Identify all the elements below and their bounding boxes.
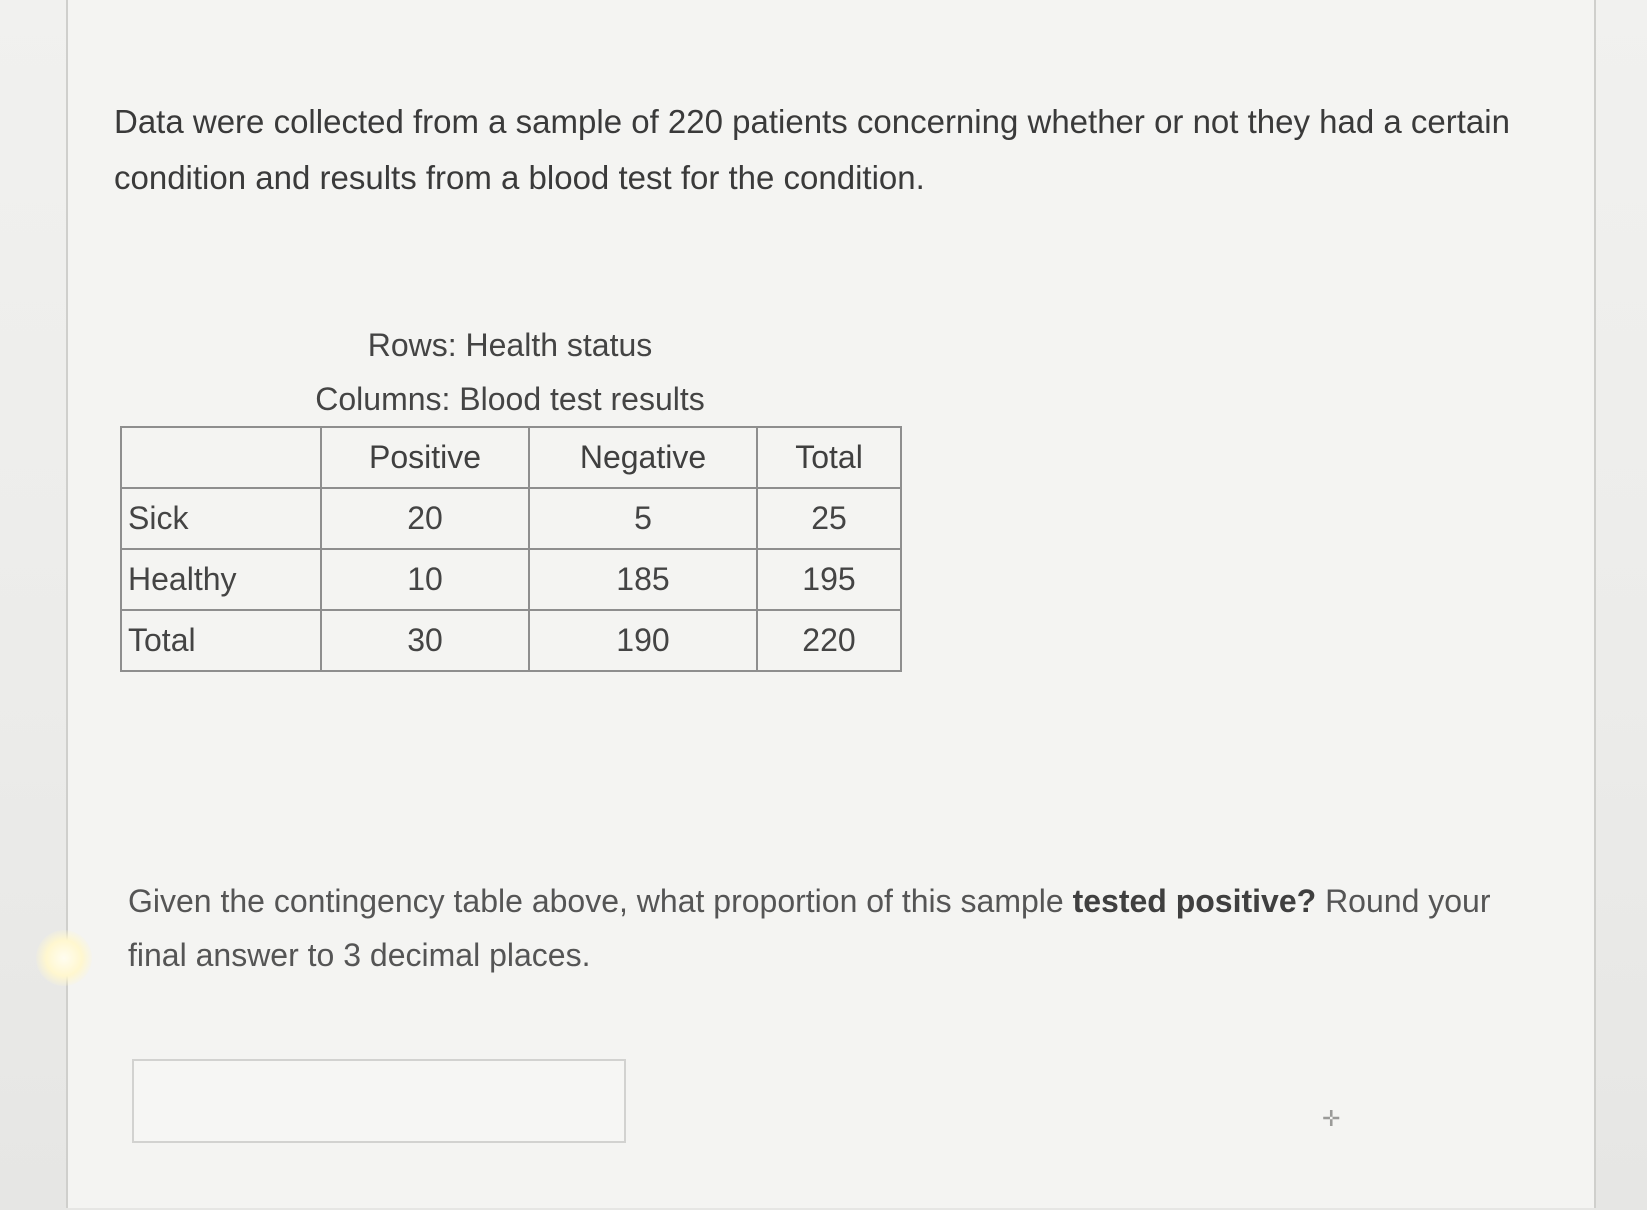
- cell-sick-negative: 5: [529, 488, 757, 549]
- screen-glare: [36, 930, 92, 986]
- mouse-cursor-icon: ✛: [1322, 1106, 1341, 1131]
- question-text-before: Given the contingency table above, what proportion of this sample: [128, 883, 1073, 919]
- question-emphasis: tested positive?: [1072, 883, 1317, 919]
- contingency-table: [120, 426, 902, 672]
- cell-total-negative: 190: [529, 610, 757, 671]
- table-header-total: Total: [757, 427, 901, 488]
- answer-input[interactable]: [132, 1059, 626, 1143]
- row-label-sick: Sick: [121, 488, 321, 549]
- table-header-negative: Negative: [529, 427, 757, 488]
- table-header-corner: [121, 427, 321, 488]
- cell-sick-total: 25: [757, 488, 901, 549]
- table-row: [121, 610, 901, 671]
- cell-healthy-negative: 185: [529, 549, 757, 610]
- table-row: [121, 549, 901, 610]
- question-intro-text: Data were collected from a sample of 220 patients concerning whether or not they had a certain condition and results from a blood test for the condition.: [114, 103, 1510, 196]
- table-header-positive: Positive: [321, 427, 529, 488]
- row-label-healthy: Healthy: [121, 549, 321, 610]
- rows-caption: Rows: Health status: [367, 327, 653, 363]
- cell-total-positive: 30: [321, 610, 529, 671]
- table-captions: [250, 318, 770, 426]
- row-label-total: Total: [121, 610, 321, 671]
- table-row: [121, 488, 901, 549]
- columns-caption: Columns: Blood test results: [315, 381, 705, 417]
- question-text-after: Round your final answer to 3 decimal places.: [128, 883, 1491, 973]
- table-header-row: [121, 427, 901, 488]
- cell-healthy-total: 195: [757, 549, 901, 610]
- cell-total-total: 220: [757, 610, 901, 671]
- question-prompt: [128, 874, 1548, 982]
- cell-sick-positive: 20: [321, 488, 529, 549]
- cell-healthy-positive: 10: [321, 549, 529, 610]
